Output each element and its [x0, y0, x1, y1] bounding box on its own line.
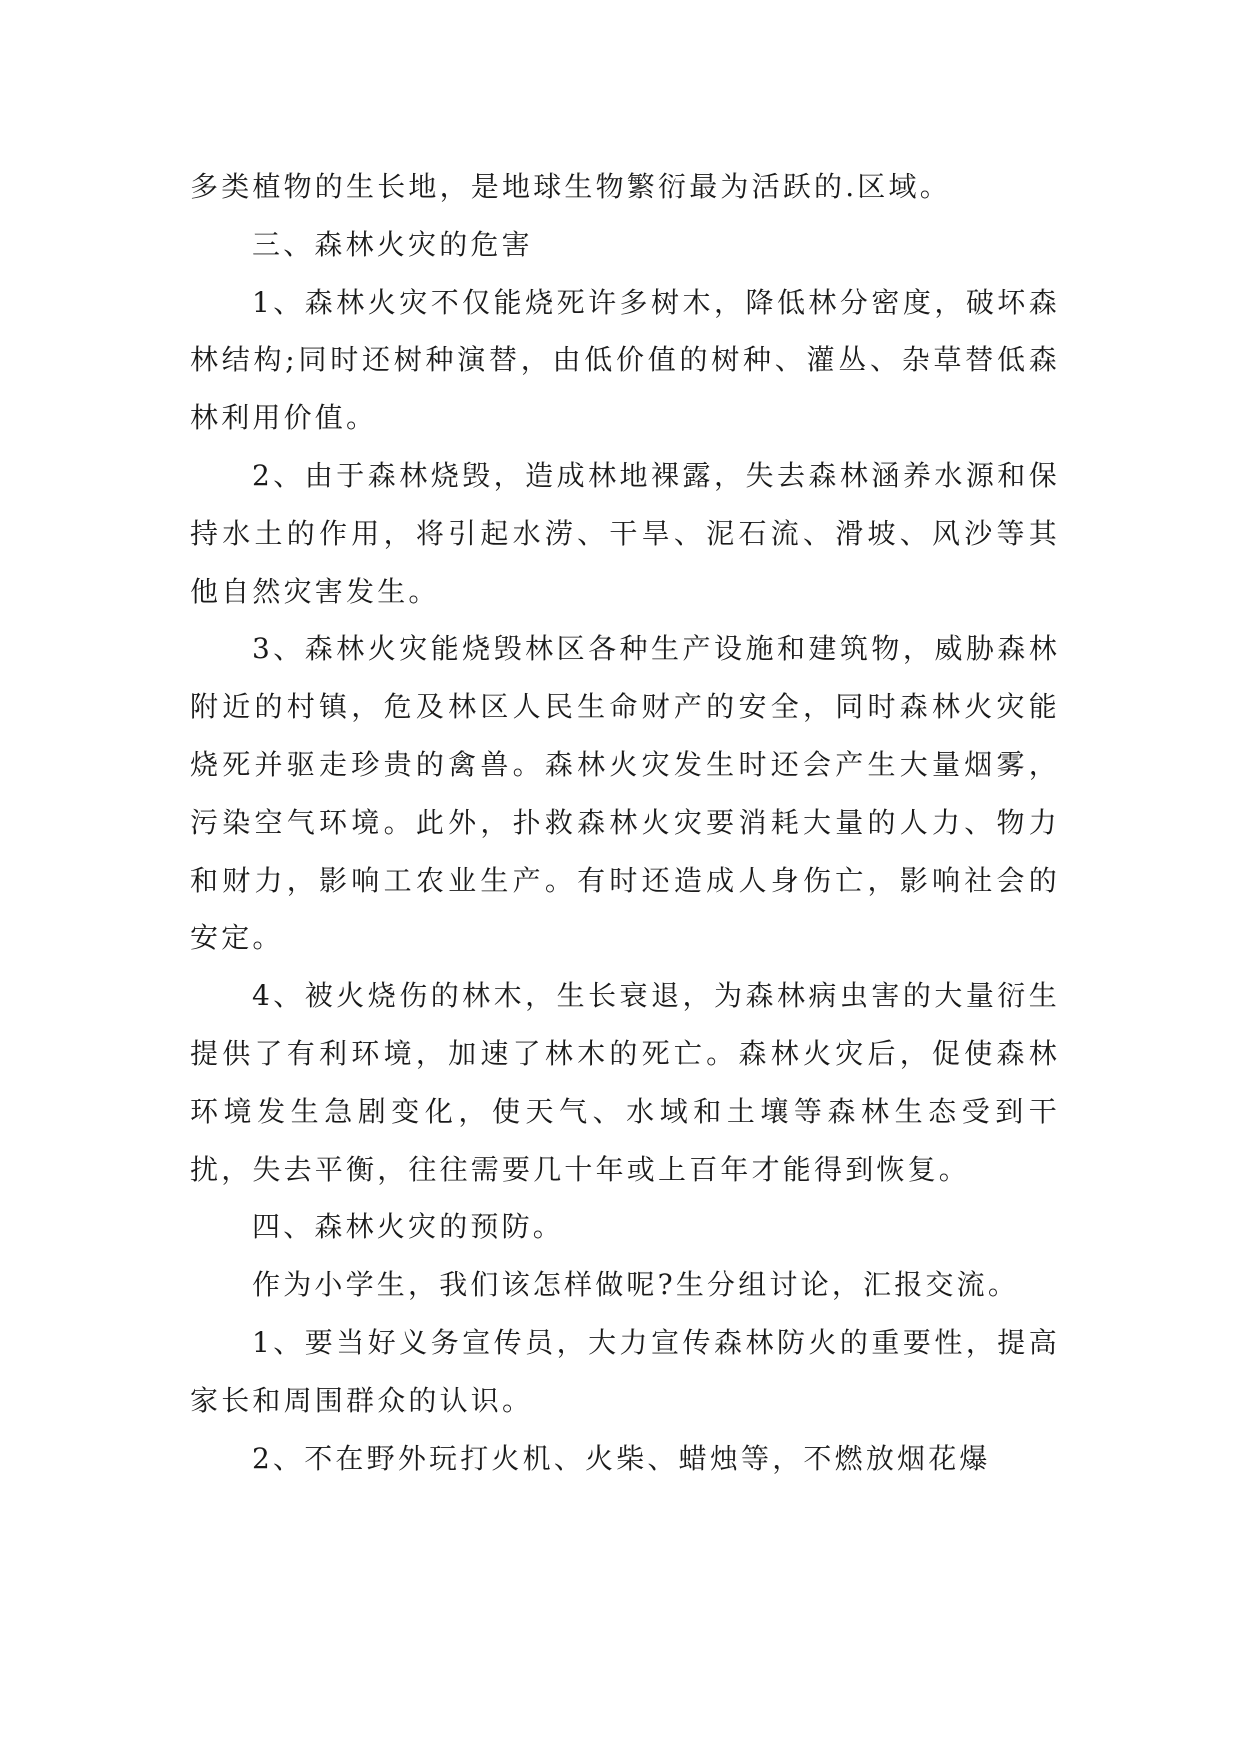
paragraph-harm-4: 4、被火烧伤的林木，生长衰退，为森林病虫害的大量衍生提供了有利环境，加速了林木的死亡。森林火灾后，促使森林环境发生急剧变化，使天气、水域和土壤等森林生态受到干扰，失去平衡，往往需要几十年或上百年才能得到恢复。 — [190, 979, 1060, 1186]
paragraph-continuation: 多类植物的生长地，是地球生物繁衍最为活跃的.区域。 — [190, 170, 951, 203]
paragraph-question: 作为小学生，我们该怎样做呢?生分组讨论，汇报交流。 — [252, 1268, 1020, 1302]
paragraph-prevention-2: 2、不在野外玩打火机、火柴、蜡烛等，不燃放烟花爆 — [252, 1441, 991, 1475]
paragraph-prevention-1: 1、要当好义务宣传员，大力宣传森林防火的重要性，提高家长和周围群众的认识。 — [190, 1325, 1060, 1417]
section-heading-3: 三、森林火灾的危害 — [252, 227, 533, 261]
paragraph-harm-1: 1、森林火灾不仅能烧死许多树木，降低林分密度，破坏森林结构;同时还树种演替，由低价值的树种、灌丛、杂草替低森林利用价值。 — [190, 285, 1060, 435]
document-body — [190, 158, 1060, 1487]
paragraph-harm-3: 3、森林火灾能烧毁林区各种生产设施和建筑物，威胁森林附近的村镇，危及林区人民生命财产的安全，同时森林火灾能烧死并驱走珍贵的禽兽。森林火灾发生时还会产生大量烟雾，污染空气环境。此外，扑救森林火灾要消耗大量的人力、物力和财力，影响工农业生产。有时还造成人身伤亡，影响社会的安定。 — [190, 632, 1060, 955]
section-heading-4: 四、森林火灾的预防。 — [252, 1210, 565, 1244]
paragraph-harm-2: 2、由于森林烧毁，造成林地裸露，失去森林涵养水源和保持水土的作用，将引起水涝、干旱、泥石流、滑坡、风沙等其他自然灾害发生。 — [190, 458, 1060, 608]
